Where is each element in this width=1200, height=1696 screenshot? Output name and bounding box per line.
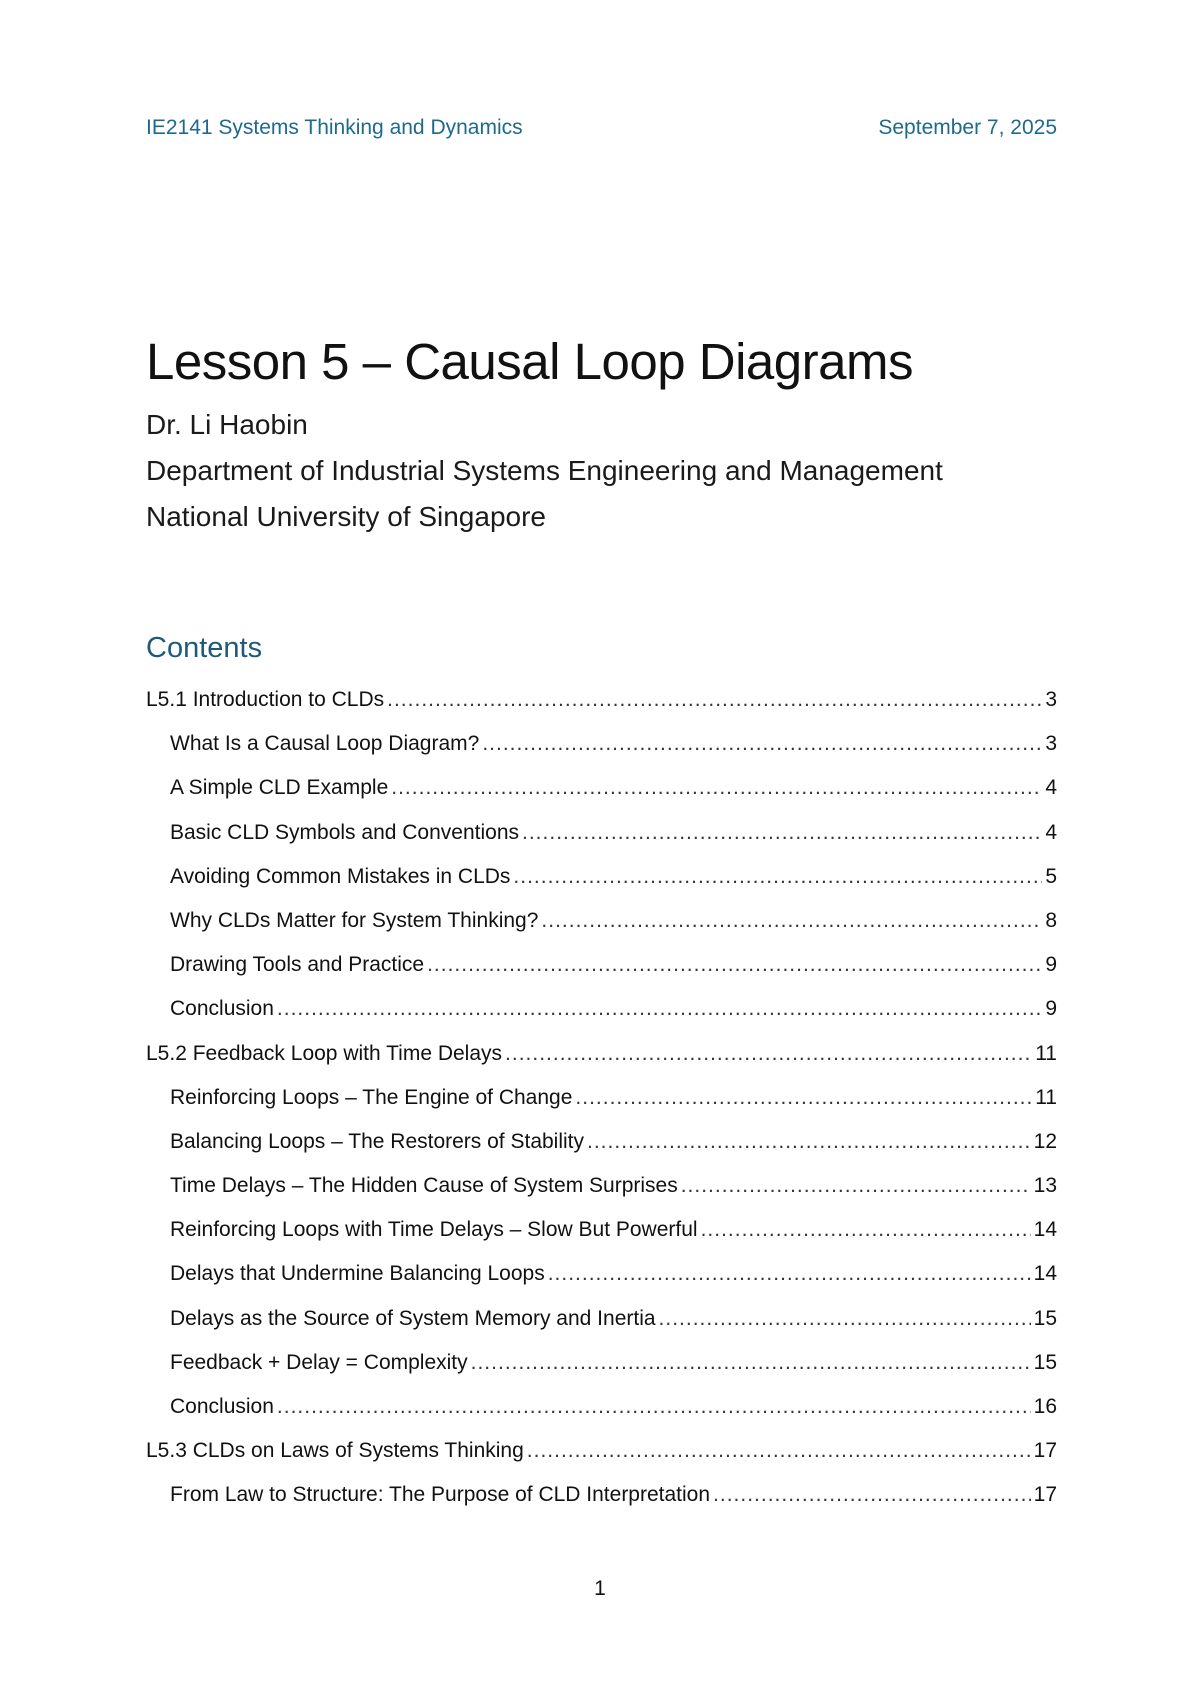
toc-entry[interactable]: [146, 1218, 1057, 1262]
toc-entry[interactable]: [146, 1439, 1057, 1483]
toc-entry-label: Reinforcing Loops with Time Delays – Slow But Powerful: [170, 1218, 698, 1242]
toc-entry-label: Basic CLD Symbols and Conventions: [170, 820, 520, 844]
toc-entry-page: 11: [1035, 1085, 1057, 1109]
toc-entry-label: Feedback + Delay = Complexity: [170, 1350, 468, 1374]
toc-entry-label: L5.3 CLDs on Laws of Systems Thinking: [146, 1439, 524, 1463]
toc-entry-page: 17: [1033, 1483, 1057, 1507]
toc-entry-page: 3: [1045, 732, 1057, 756]
toc-dot-leader: [277, 997, 1042, 1021]
toc-dot-leader: [513, 865, 1042, 889]
toc-entry[interactable]: [146, 688, 1057, 732]
toc-dot-leader: [482, 732, 1042, 756]
header-date: September 7, 2025: [878, 116, 1057, 139]
toc-entry-label: Why CLDs Matter for System Thinking?: [170, 908, 539, 932]
toc-entry-label: L5.2 Feedback Loop with Time Delays: [146, 1041, 503, 1065]
toc-dot-leader: [522, 821, 1042, 845]
toc-dot-leader: [659, 1307, 1031, 1331]
toc-entry-page: 8: [1045, 908, 1057, 932]
toc-entry-label: From Law to Structure: The Purpose of CLD Interpretation: [170, 1483, 711, 1507]
toc-entry-page: 14: [1033, 1262, 1057, 1286]
page-header: [146, 116, 1057, 140]
toc-entry-page: 16: [1033, 1395, 1057, 1418]
toc-entry-label: Conclusion: [170, 1395, 274, 1418]
toc-dot-leader: [391, 776, 1042, 800]
toc-dot-leader: [575, 1086, 1032, 1110]
toc-entry[interactable]: [146, 1262, 1057, 1306]
toc-dot-leader: [713, 1483, 1031, 1507]
university-name: National University of Singapore: [146, 501, 546, 532]
toc-dot-leader: [387, 688, 1042, 712]
toc-dot-leader: [471, 1351, 1031, 1375]
toc-entry-page: 9: [1045, 953, 1057, 977]
toc-entry-page: 15: [1033, 1306, 1057, 1330]
toc-entry-label: Reinforcing Loops – The Engine of Change: [170, 1085, 573, 1109]
toc-entry-page: 9: [1045, 997, 1057, 1021]
toc-dot-leader: [701, 1218, 1031, 1242]
toc-entry-page: 4: [1045, 820, 1057, 844]
document-title: Lesson 5 – Causal Loop Diagrams: [146, 333, 913, 390]
toc-entry[interactable]: [146, 953, 1057, 997]
toc-entry-page: 11: [1035, 1041, 1057, 1065]
toc-dot-leader: [541, 909, 1042, 933]
toc-entry[interactable]: [146, 776, 1057, 820]
toc-entry[interactable]: [146, 1307, 1057, 1351]
toc-entry-label: Drawing Tools and Practice: [170, 953, 425, 977]
toc-entry[interactable]: [146, 1174, 1057, 1218]
toc-entry-label: What Is a Causal Loop Diagram?: [170, 732, 480, 756]
toc-entry[interactable]: [146, 732, 1057, 776]
toc-entry-page: 13: [1033, 1174, 1057, 1198]
toc-entry[interactable]: [146, 1086, 1057, 1130]
toc-entry[interactable]: [146, 1351, 1057, 1395]
toc-entry-page: 17: [1033, 1439, 1057, 1463]
table-of-contents: [146, 688, 1057, 1528]
toc-entry-page: 4: [1045, 776, 1057, 800]
toc-entry-page: 3: [1045, 688, 1057, 711]
toc-entry-page: 14: [1033, 1218, 1057, 1242]
contents-heading: Contents: [146, 632, 263, 664]
toc-entry[interactable]: [146, 997, 1057, 1041]
toc-entry-label: Avoiding Common Mistakes in CLDs: [170, 864, 511, 888]
toc-entry-label: Time Delays – The Hidden Cause of System Surprises: [170, 1174, 678, 1198]
toc-dot-leader: [427, 953, 1042, 977]
toc-entry-page: 12: [1033, 1129, 1057, 1153]
toc-dot-leader: [505, 1042, 1032, 1066]
page-number: 1: [594, 1577, 606, 1600]
toc-entry-label: Conclusion: [170, 997, 274, 1021]
toc-dot-leader: [548, 1262, 1031, 1286]
toc-entry-label: Delays that Undermine Balancing Loops: [170, 1262, 545, 1286]
toc-entry-label: Delays as the Source of System Memory and Inertia: [170, 1306, 656, 1330]
toc-entry[interactable]: [146, 1395, 1057, 1439]
toc-entry[interactable]: [146, 865, 1057, 909]
title-block: [146, 332, 1100, 540]
toc-entry[interactable]: [146, 1483, 1057, 1527]
author-name: Dr. Li Haobin: [146, 409, 308, 440]
header-course: IE2141 Systems Thinking and Dynamics: [146, 116, 523, 139]
toc-entry-page: 5: [1045, 864, 1057, 888]
toc-entry[interactable]: [146, 909, 1057, 953]
department-name: Department of Industrial Systems Engineering and Management: [146, 455, 943, 486]
toc-entry-page: 15: [1033, 1350, 1057, 1374]
toc-dot-leader: [527, 1439, 1031, 1463]
toc-entry-label: Balancing Loops – The Restorers of Stability: [170, 1129, 585, 1153]
toc-dot-leader: [587, 1130, 1031, 1154]
toc-entry[interactable]: [146, 821, 1057, 865]
toc-entry[interactable]: [146, 1042, 1057, 1086]
toc-dot-leader: [277, 1395, 1031, 1419]
toc-entry[interactable]: [146, 1130, 1057, 1174]
toc-dot-leader: [681, 1174, 1031, 1198]
toc-entry-label: L5.1 Introduction to CLDs: [146, 688, 385, 711]
toc-entry-label: A Simple CLD Example: [170, 776, 389, 800]
